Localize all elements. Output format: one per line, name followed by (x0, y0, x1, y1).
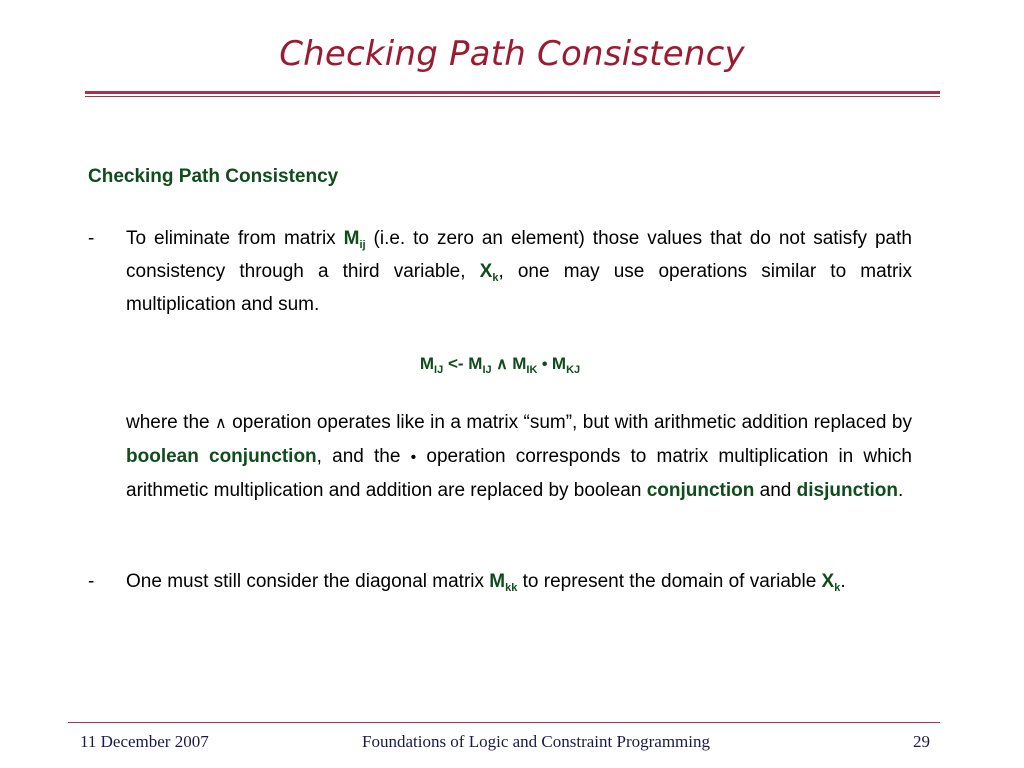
footer-rule (68, 722, 940, 723)
title-rule-thin (85, 96, 940, 97)
footer-date: 11 December 2007 (80, 732, 209, 751)
explanation-text: where the ∧ operation operates like in a matrix “sum”, but with arithmetic addition replaced by boolean conjunction, and the • operation corresponds to matrix multiplication in which arithmetic multiplication and addition are replaced by boolean conjunction and disjunction. (126, 412, 912, 501)
bullet-marker-2: - (88, 571, 95, 592)
bullet-marker-1: - (88, 228, 95, 249)
title-rule-thick (85, 91, 940, 94)
bullet-1-text: To eliminate from matrix $M_{ij}$ (i.e. to zero an element) those values that do not satisfy path consistency through a third variable, $X_k$, one may use operations similar to matrix multiplication and sum. (126, 228, 912, 315)
footer-page-number: 29 (913, 732, 930, 751)
section-heading: Checking Path Consistency (88, 166, 339, 187)
footer-course: Foundations of Logic and Constraint Programming (362, 732, 710, 751)
bullet-2-text: One must still consider the diagonal matrix $M_{kk}$ to represent the domain of variable $X_k$. (126, 571, 846, 594)
slide-title: Checking Path Consistency (279, 34, 745, 74)
formula: $M_{IJ} <- M_{IJ}$ ∧ $M_{IK}$ • $M_{KJ}$ (419, 354, 581, 376)
